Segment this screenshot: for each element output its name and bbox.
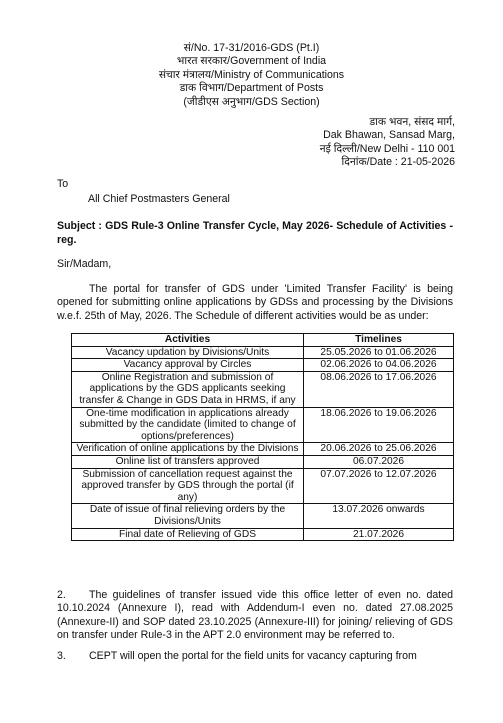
timeline-cell: 13.07.2026 onwards [304, 504, 454, 528]
timeline-cell: 07.07.2026 to 12.07.2026 [304, 468, 454, 504]
table-row [72, 407, 454, 443]
timeline-cell: 21.07.2026 [304, 528, 454, 541]
department-line: डाक विभाग/Department of Posts [179, 82, 324, 95]
ministry-line: संचार मंत्रालय/Ministry of Communications [158, 68, 345, 81]
timeline-cell: 08.06.2026 to 17.06.2026 [304, 371, 454, 407]
letter-date: दिनांक/Date : 21-05-2026 [341, 156, 455, 169]
paragraph-2-number: 2. [57, 589, 66, 601]
timeline-cell: 02.06.2026 to 04.06.2026 [304, 359, 454, 372]
table-row [72, 504, 454, 528]
salutation: Sir/Madam, [57, 258, 112, 270]
activity-cell: Vacancy approval by Circles [72, 359, 304, 372]
activity-cell: Online Registration and submission of applications by the GDS applicants seeking transfer & Change in GDS Data in HRMS, if any [72, 371, 304, 407]
sender-address [320, 116, 455, 170]
timeline-cell: 25.05.2026 to 01.06.2026 [304, 346, 454, 359]
table-row [72, 468, 454, 504]
paragraph-2-text: The guidelines of transfer issued vide this office letter of even no. dated 10.10.2024 (Annexure I), read with Addendum-I even no. dated 27.08.2025 (Annexure-II) and SOP dated 23.10.2025 (Annexure-III) for joining/ relieving of GDS on transfer under Rule-3 in the APT 2.0 environment may be referred to. [57, 589, 453, 642]
column-header-activities: Activities [72, 334, 304, 347]
address-place: Dak Bhawan, Sansad Marg, [323, 129, 455, 142]
to-label: To [57, 178, 69, 190]
subject-line: Subject : GDS Rule-3 Online Transfer Cycle, May 2026- Schedule of Activities - reg. [57, 220, 453, 246]
table-row [72, 528, 454, 541]
table-row [72, 346, 454, 359]
activity-cell: Vacancy updation by Divisions/Units [72, 346, 304, 359]
table-row [72, 359, 454, 372]
activity-cell: Online list of transfers approved [72, 455, 304, 468]
letter-header [0, 42, 503, 109]
paragraph-1 [57, 283, 453, 323]
table-row [72, 371, 454, 407]
address-city: नई दिल्ली/New Delhi - 110 001 [319, 142, 455, 155]
timeline-cell: 18.06.2026 to 19.06.2026 [304, 407, 454, 443]
timeline-cell: 20.06.2026 to 25.06.2026 [304, 443, 454, 456]
table-row [72, 455, 454, 468]
file-number: सं/No. 17-31/2016-GDS (Pt.I) [183, 42, 320, 54]
section-line: (जीडीएस अनुभाग/GDS Section) [183, 95, 320, 108]
government-line: भारत सरकार/Government of India [176, 55, 327, 68]
address-hindi: डाक भवन, संसद मार्ग, [369, 116, 455, 128]
table-row [72, 443, 454, 456]
activity-cell: One-time modification in applications already submitted by the candidate (limited to change of options/preferences) [72, 407, 304, 443]
paragraph-2 [57, 589, 453, 643]
timeline-cell: 06.07.2026 [304, 455, 454, 468]
paragraph-1-text: The portal for transfer of GDS under 'Limited Transfer Facility' is being opened for submitting online applications by GDSs and processing by the Divisions w.e.f. 25th of May, 2026. The Schedule of different activities would be as under: [57, 283, 453, 322]
activity-cell: Final date of Relieving of GDS [72, 528, 304, 541]
table-header-row [72, 334, 454, 347]
paragraph-3 [57, 650, 453, 663]
paragraph-3-number: 3. [57, 650, 66, 662]
recipient: All Chief Postmasters General [88, 193, 230, 205]
schedule-table [71, 333, 454, 541]
paragraph-3-text: CEPT will open the portal for the field units for vacancy capturing from [89, 650, 417, 662]
activity-cell: Submission of cancellation request against the approved transfer by GDS through the portal (if any) [72, 468, 304, 504]
activity-cell: Date of issue of final relieving orders by the Divisions/Units [72, 504, 304, 528]
column-header-timelines: Timelines [304, 334, 454, 347]
activity-cell: Verification of online applications by the Divisions [72, 443, 304, 456]
